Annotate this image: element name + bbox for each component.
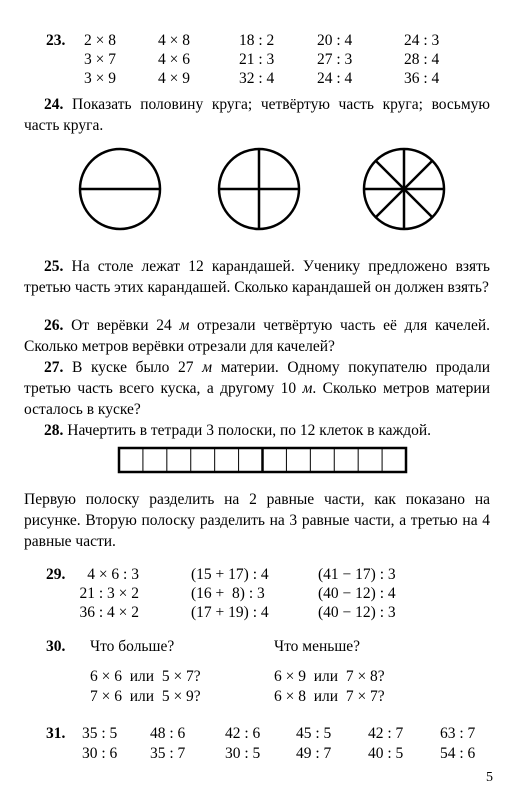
exercise-31-expr: 49 : 7 bbox=[296, 745, 332, 762]
exercise-30-right-title: Что меньше? bbox=[274, 638, 361, 655]
exercise-27-body-2: материи. Одному покупателю продали третью часть всего куска, а другому 10 bbox=[24, 359, 490, 397]
exercise-26-body-2: отрезали четвёртую часть её для качелей. Сколько метров верёвки отрезали для качелей? bbox=[24, 317, 490, 355]
exercise-23-expr: 3 × 9 bbox=[84, 70, 116, 87]
exercise-23-expr: 4 × 6 bbox=[158, 51, 190, 68]
exercise-28-number: 28. bbox=[44, 422, 64, 439]
exercise-26-text bbox=[24, 315, 490, 357]
exercise-30-right-row-1: 6 × 9 или 7 × 8? bbox=[274, 668, 385, 685]
exercise-23-expr: 36 : 4 bbox=[404, 70, 440, 87]
exercise-23-expr: 24 : 4 bbox=[317, 70, 353, 87]
exercise-23-number: 23. bbox=[46, 32, 66, 49]
exercise-23-expr: 20 : 4 bbox=[317, 32, 353, 49]
exercise-23-expr: 2 × 8 bbox=[84, 32, 116, 49]
exercise-29-expr: (40 − 12) : 3 bbox=[318, 604, 396, 621]
exercise-29-number: 29. bbox=[46, 566, 66, 583]
exercise-31-expr: 45 : 5 bbox=[296, 725, 332, 742]
exercise-23-expr: 4 × 8 bbox=[158, 32, 190, 49]
exercise-28-body: Начертить в тетради 3 полоски, по 12 клеток в каждой. bbox=[67, 422, 432, 439]
exercise-24-body: Показать половину круга; четвёртую часть круга; восьмую часть круга. bbox=[24, 96, 491, 134]
exercise-29-expr: (15 + 17) : 4 bbox=[191, 566, 269, 583]
exercise-23-expr: 24 : 3 bbox=[404, 32, 440, 49]
exercise-26-number: 26. bbox=[44, 317, 64, 334]
exercise-29-expr: 21 : 3 × 2 bbox=[79, 585, 139, 602]
exercise-29-expr: (40 − 12) : 4 bbox=[318, 585, 396, 602]
exercise-25-number: 25. bbox=[44, 258, 64, 275]
exercise-29-expr: (41 − 17) : 3 bbox=[318, 566, 396, 583]
exercise-27-unit-1: м bbox=[202, 359, 213, 376]
exercise-28-text bbox=[24, 420, 490, 441]
exercise-28-after-text: Первую полоску разделить на 2 равные части, как показано на рисунке. Вторую полоску разделить на 3 равные части, а третью на 4 равные части. bbox=[24, 491, 490, 550]
exercise-26-unit: м bbox=[179, 317, 190, 334]
exercise-23-expr: 18 : 2 bbox=[239, 32, 275, 49]
exercise-27-number: 27. bbox=[44, 359, 64, 376]
exercise-30-number: 30. bbox=[46, 638, 66, 655]
exercise-29-expr: (17 + 19) : 4 bbox=[191, 604, 269, 621]
circles-figure bbox=[0, 145, 517, 255]
exercise-24-text bbox=[24, 94, 490, 136]
exercise-27-body-3: . Сколько метров материи осталось в куске? bbox=[24, 380, 490, 418]
exercise-31-number: 31. bbox=[46, 725, 66, 742]
exercise-30-left-title: Что больше? bbox=[90, 638, 175, 655]
exercise-23-expr: 21 : 3 bbox=[239, 51, 275, 68]
exercise-31-expr: 35 : 7 bbox=[150, 745, 186, 762]
page-number: 5 bbox=[486, 770, 493, 785]
exercise-30-right-row-2: 6 × 8 или 7 × 7? bbox=[274, 688, 385, 705]
exercise-25-body: На столе лежат 12 карандашей. Ученику предложено взять третью часть этих карандашей. Сколько карандашей он должен взять? bbox=[24, 258, 491, 296]
exercise-31-expr: 63 : 7 bbox=[440, 725, 476, 742]
exercise-31-expr: 42 : 6 bbox=[225, 725, 261, 742]
strip-figure bbox=[0, 443, 517, 483]
exercise-29-expr: 36 : 4 × 2 bbox=[79, 604, 139, 621]
exercise-31-expr: 40 : 5 bbox=[368, 745, 404, 762]
exercise-31-expr: 30 : 6 bbox=[82, 745, 118, 762]
exercise-25-text bbox=[24, 256, 490, 298]
exercise-24-number: 24. bbox=[44, 96, 64, 113]
exercise-29-expr: (16 + 8) : 3 bbox=[191, 585, 265, 602]
exercise-31-expr: 54 : 6 bbox=[440, 745, 476, 762]
exercise-27-unit-2: м bbox=[302, 380, 313, 397]
exercise-29-expr: 4 × 6 : 3 bbox=[87, 566, 139, 583]
exercise-27-body-1: В куске было 27 bbox=[72, 359, 203, 376]
exercise-31-expr: 35 : 5 bbox=[82, 725, 118, 742]
exercise-23-expr: 28 : 4 bbox=[404, 51, 440, 68]
exercise-23-expr: 3 × 7 bbox=[84, 51, 116, 68]
exercise-23-expr: 32 : 4 bbox=[239, 70, 275, 87]
exercise-30-left-row-1: 6 × 6 или 5 × 7? bbox=[90, 668, 201, 685]
exercise-31-expr: 30 : 5 bbox=[225, 745, 261, 762]
exercise-27-text bbox=[24, 357, 490, 420]
exercise-31-expr: 42 : 7 bbox=[368, 725, 404, 742]
exercise-30-left-row-2: 7 × 6 или 5 × 9? bbox=[90, 688, 201, 705]
exercise-23-expr: 27 : 3 bbox=[317, 51, 353, 68]
exercise-31-expr: 48 : 6 bbox=[150, 725, 186, 742]
exercise-23-expr: 4 × 9 bbox=[158, 70, 190, 87]
exercise-26-body-1: От верёвки 24 bbox=[71, 317, 180, 334]
